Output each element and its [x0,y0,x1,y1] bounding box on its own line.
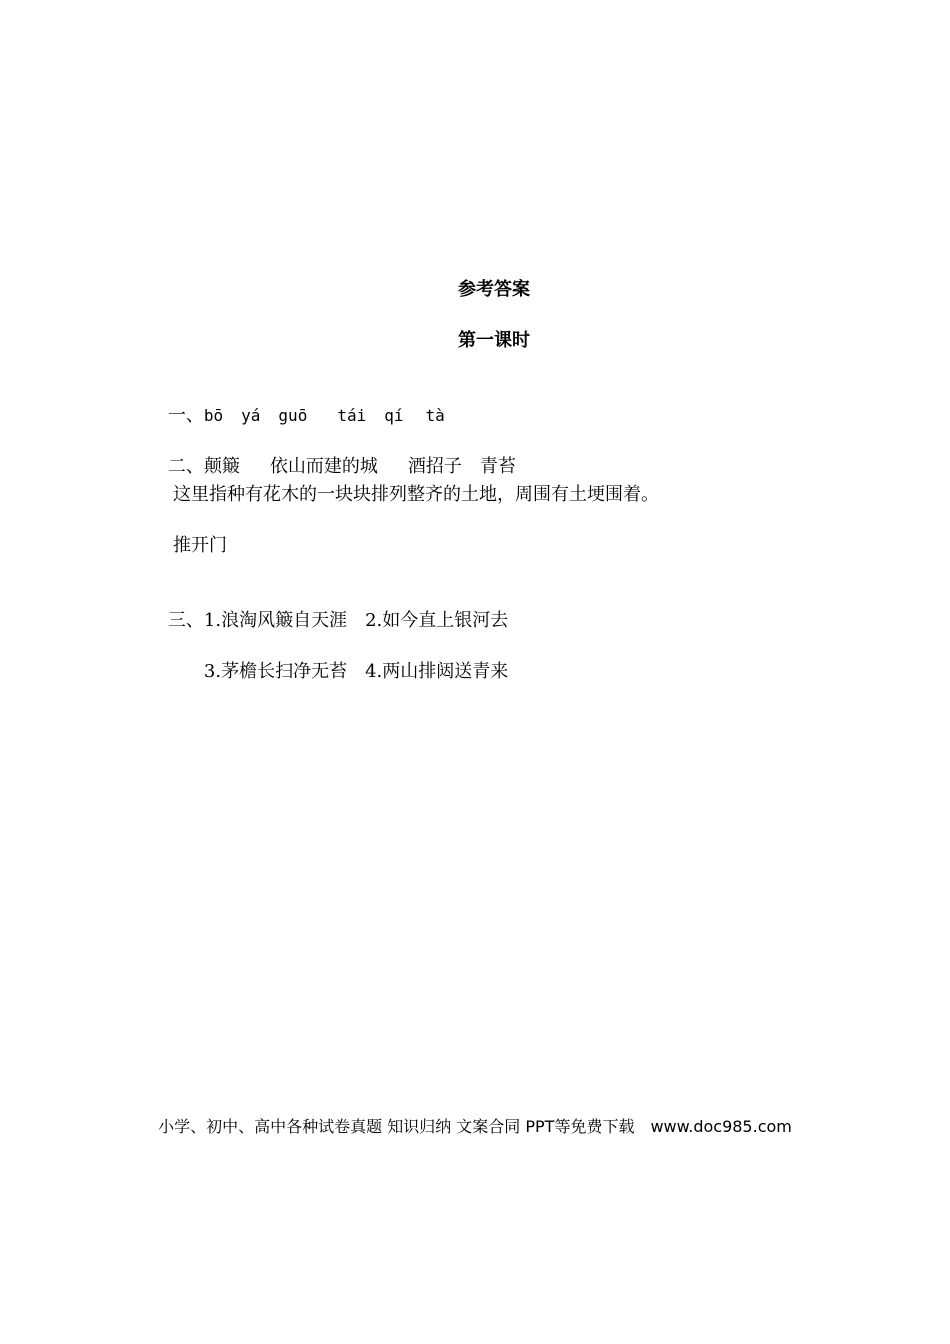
footer-url-link[interactable]: www.doc985.com [650,1117,792,1136]
page-footer [0,1116,950,1138]
pinyin-item: yá [241,406,261,425]
word-item: 颠簸 [203,456,240,477]
poem-line-item: 2.如今直上银河去 [365,610,509,631]
poem-line-item: 4.两山排闼送青来 [365,661,509,682]
pinyin-item: tái [337,406,367,425]
section-2-marker: 二、 [167,456,204,477]
footer-text: 小学、初中、高中各种试卷真题 知识归纳 文案合同 PPT等免费下载 [158,1117,635,1136]
poem-line-item: 1.浪淘风簸自天涯 [203,610,348,631]
section-2-answer: 推开门 [173,535,227,556]
page-title: 参考答案 [458,279,530,300]
section-3-marker: 三、 [167,610,204,631]
word-item: 青苔 [479,456,516,477]
section-3-line-2 [181,636,508,708]
word-item: 酒招子 [407,456,462,477]
section-1-marker: 一、 [167,405,204,426]
poem-line-item: 3.茅檐长扫净无苔 [203,661,348,682]
page-subtitle: 第一课时 [458,330,530,351]
pinyin-item: qí [384,406,404,425]
pinyin-item: guō [278,406,308,425]
word-item: 依山而建的城 [269,456,378,477]
section-2-explanation: 这里指种有花木的一块块排列整齐的土地，周围有土埂围着。 [173,484,659,505]
pinyin-item: bō [203,406,224,425]
pinyin-item: tà [425,406,445,425]
